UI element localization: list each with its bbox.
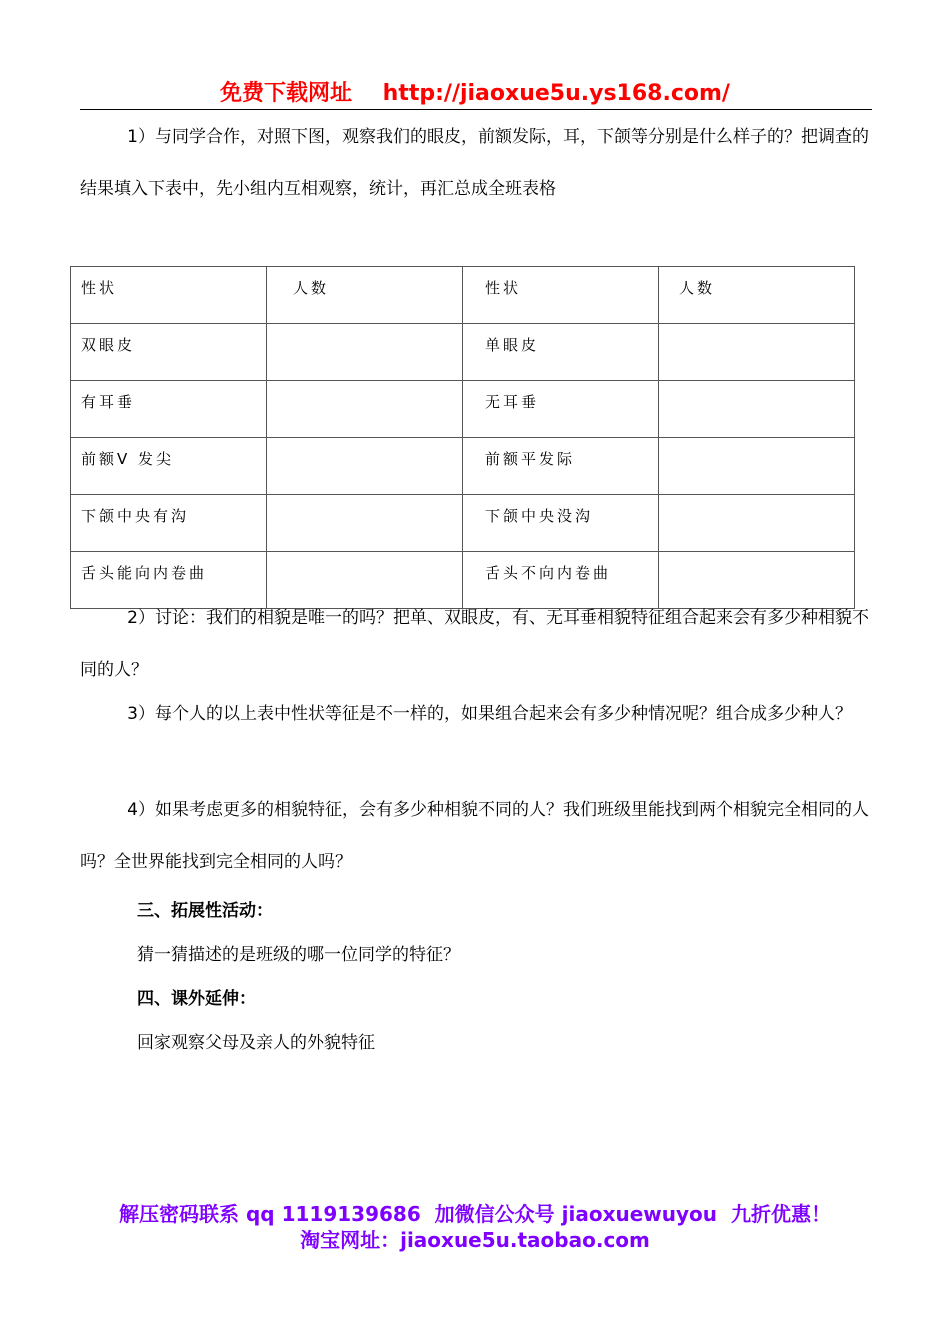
paragraph-3 [80,688,872,740]
table-row [71,438,855,495]
table-cell: 单眼皮 [463,324,659,381]
paragraph-4 [80,784,872,888]
table-header-row [71,267,855,324]
section-4-body: 回家观察父母及亲人的外貌特征 [137,1033,375,1053]
footer-shop-url: 淘宝网址：jiaoxue5u.taobao.com [300,1228,650,1252]
table-cell: 舌头不向内卷曲 [463,552,659,609]
paragraph-3-text: ）每个人的以上表中性状等征是不一样的，如果组合起来会有多少种情况呢？组合成多少种人？ [138,704,852,724]
paragraph-1-number: 1 [127,127,138,147]
paragraph-2 [80,592,872,696]
table-row [71,381,855,438]
table-cell: 下颌中央没沟 [463,495,659,552]
paragraph-4-number: 4 [127,800,138,820]
table-header-cell: 人数 [659,267,855,324]
table-row [71,495,855,552]
table-cell [659,381,855,438]
header-divider [80,109,872,110]
table-cell [659,438,855,495]
paragraph-1 [80,111,872,215]
table-header-cell: 性状 [71,267,267,324]
table-cell: 下颌中央有沟 [71,495,267,552]
section-3-heading: 三、拓展性活动： [137,901,273,921]
table-cell: 前额V 发尖 [71,438,267,495]
table-cell: 前额平发际 [463,438,659,495]
table-cell [267,324,463,381]
paragraph-1-text: ）与同学合作，对照下图，观察我们的眼皮，前额发际，耳，下颌等分别是什么样子的？把调查的结果填入下表中，先小组内互相观察，统计，再汇总成全班表格 [80,127,869,199]
table-cell: 舌头能向内卷曲 [71,552,267,609]
table-cell [659,324,855,381]
download-url-header: 免费下载网址 http://jiaoxue5u.ys168.com/ [220,81,730,106]
footer-contact-line: 解压密码联系 qq 1119139686 加微信公众号 jiaoxuewuyou 九折优惠！ [119,1202,831,1226]
table-cell: 无耳垂 [463,381,659,438]
table-cell [267,438,463,495]
table-cell [267,381,463,438]
paragraph-3-number: 3 [127,704,138,724]
table-cell: 有耳垂 [71,381,267,438]
table-row [71,324,855,381]
paragraph-2-number: 2 [127,608,138,628]
table-cell [267,495,463,552]
table-cell [659,495,855,552]
section-3-body: 猜一猜描述的是班级的哪一位同学的特征？ [137,945,460,965]
table-header-cell: 性状 [463,267,659,324]
paragraph-4-text: ）如果考虑更多的相貌特征，会有多少种相貌不同的人？我们班级里能找到两个相貌完全相同的人吗？全世界能找到完全相同的人吗？ [80,800,869,872]
traits-table [70,266,855,609]
table-header-cell: 人数 [267,267,463,324]
section-4-heading: 四、课外延伸： [137,989,256,1009]
table-cell: 双眼皮 [71,324,267,381]
paragraph-2-text: ）讨论：我们的相貌是唯一的吗？把单、双眼皮，有、无耳垂相貌特征组合起来会有多少种相貌不同的人？ [80,608,869,680]
